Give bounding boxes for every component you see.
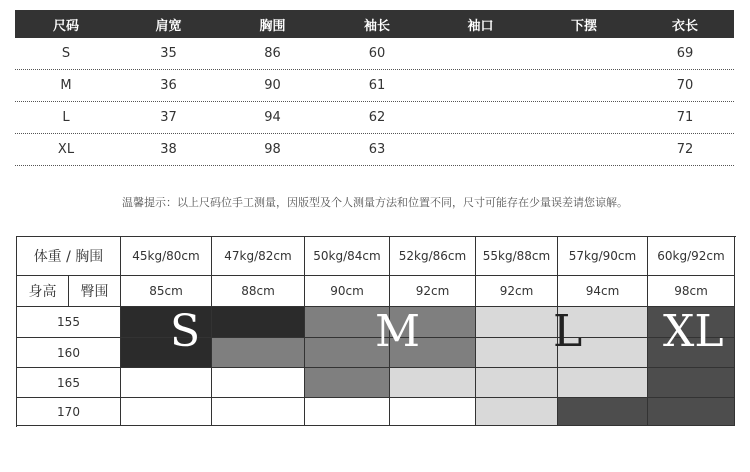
- table-cell: L: [62, 110, 70, 125]
- size-zone-l: [390, 368, 476, 398]
- header-chest: 胸围: [259, 18, 286, 34]
- size-table-header: [15, 10, 734, 38]
- size-zone-l: [476, 398, 558, 426]
- size-zone-xl: [558, 398, 648, 426]
- size-zone-empty: [305, 398, 390, 426]
- header-length: 衣长: [671, 18, 698, 34]
- table-row: [15, 102, 734, 134]
- size-zone-s: [121, 307, 212, 338]
- size-zone-m: [390, 338, 476, 368]
- size-zone-empty: [212, 368, 305, 398]
- table-cell: 38: [160, 142, 177, 157]
- size-zone-l: [476, 338, 558, 368]
- size-zone-l: [558, 368, 648, 398]
- measurement-note: 温馨提示：以上尺码位手工测量，因版型及个人测量方法和位置不同，尺寸可能存在少量误差请您谅解。: [122, 196, 628, 209]
- size-zone-l: [476, 307, 558, 338]
- hip-cell: 88cm: [212, 276, 305, 307]
- size-zone-empty: [390, 398, 476, 426]
- weight-chest-cell: 55kg/88cm: [476, 237, 558, 276]
- hip-cell: 85cm: [121, 276, 212, 307]
- table-cell: 37: [160, 110, 177, 125]
- size-letter-s: S: [170, 306, 201, 357]
- table-row: [15, 70, 734, 102]
- hip-header: 臀围: [69, 276, 121, 307]
- table-cell: 71: [676, 110, 694, 125]
- weight-chest-cell: 47kg/82cm: [212, 237, 305, 276]
- size-letter-l: L: [553, 306, 583, 357]
- table-cell: 35: [160, 46, 177, 61]
- size-zone-xl: [648, 307, 735, 338]
- header-hem: 下摆: [570, 18, 597, 34]
- table-cell: 94: [264, 110, 281, 125]
- size-table: [15, 10, 734, 166]
- table-row: [15, 134, 734, 166]
- table-row: [15, 38, 734, 70]
- size-zone-s: [212, 307, 305, 338]
- size-zone-xl: [648, 368, 735, 398]
- size-zone-m: [305, 338, 390, 368]
- table-cell: 60: [368, 46, 386, 61]
- table-cell: 72: [676, 142, 694, 157]
- hip-cell: 90cm: [305, 276, 390, 307]
- hip-cell: 92cm: [390, 276, 476, 307]
- table-cell: S: [61, 46, 71, 61]
- weight-chest-cell: 50kg/84cm: [305, 237, 390, 276]
- header-sleeve-length: 袖长: [363, 18, 390, 34]
- size-letter-xl: XL: [663, 306, 724, 357]
- size-zone-l: [558, 307, 648, 338]
- size-zone-m: [305, 368, 390, 398]
- size-zone-s: [121, 338, 212, 368]
- weight-chest-cell: 45kg/80cm: [121, 237, 212, 276]
- table-cell: 90: [264, 78, 281, 93]
- height-cell: 165: [17, 368, 121, 398]
- size-zone-empty: [212, 398, 305, 426]
- size-zone-m: [212, 338, 305, 368]
- weight-chest-cell: 57kg/90cm: [558, 237, 648, 276]
- hip-cell: 94cm: [558, 276, 648, 307]
- header-cuff: 袖口: [467, 18, 494, 34]
- size-zone-xl: [648, 398, 735, 426]
- table-cell: 69: [676, 46, 694, 61]
- size-zone-empty: [121, 368, 212, 398]
- weight-chest-cell: 52kg/86cm: [390, 237, 476, 276]
- height-cell: 170: [17, 398, 121, 426]
- header-size: 尺码: [52, 18, 79, 34]
- table-cell: 70: [676, 78, 694, 93]
- table-cell: 98: [264, 142, 281, 157]
- hip-cell: 92cm: [476, 276, 558, 307]
- size-letter-m: M: [375, 306, 421, 357]
- size-zone-l: [476, 368, 558, 398]
- size-zone-l: [558, 338, 648, 368]
- weight-chest-cell: 60kg/92cm: [648, 237, 735, 276]
- size-zone-m: [390, 307, 476, 338]
- table-cell: 63: [368, 142, 386, 157]
- height-cell: 160: [17, 338, 121, 368]
- weight-chest-header: 体重 / 胸围: [17, 237, 121, 276]
- height-header: 身高: [17, 276, 69, 307]
- hip-cell: 98cm: [648, 276, 735, 307]
- table-cell: 86: [264, 46, 281, 61]
- size-zone-xl: [648, 338, 735, 368]
- height-cell: 155: [17, 307, 121, 338]
- table-cell: M: [60, 78, 72, 93]
- table-cell: 36: [160, 78, 177, 93]
- table-cell: XL: [57, 142, 75, 157]
- size-zone-m: [305, 307, 390, 338]
- table-cell: 62: [368, 110, 386, 125]
- header-shoulder: 肩宽: [155, 18, 182, 34]
- size-recommendation-grid: [16, 236, 736, 427]
- size-zone-empty: [121, 398, 212, 426]
- table-cell: 61: [368, 78, 386, 93]
